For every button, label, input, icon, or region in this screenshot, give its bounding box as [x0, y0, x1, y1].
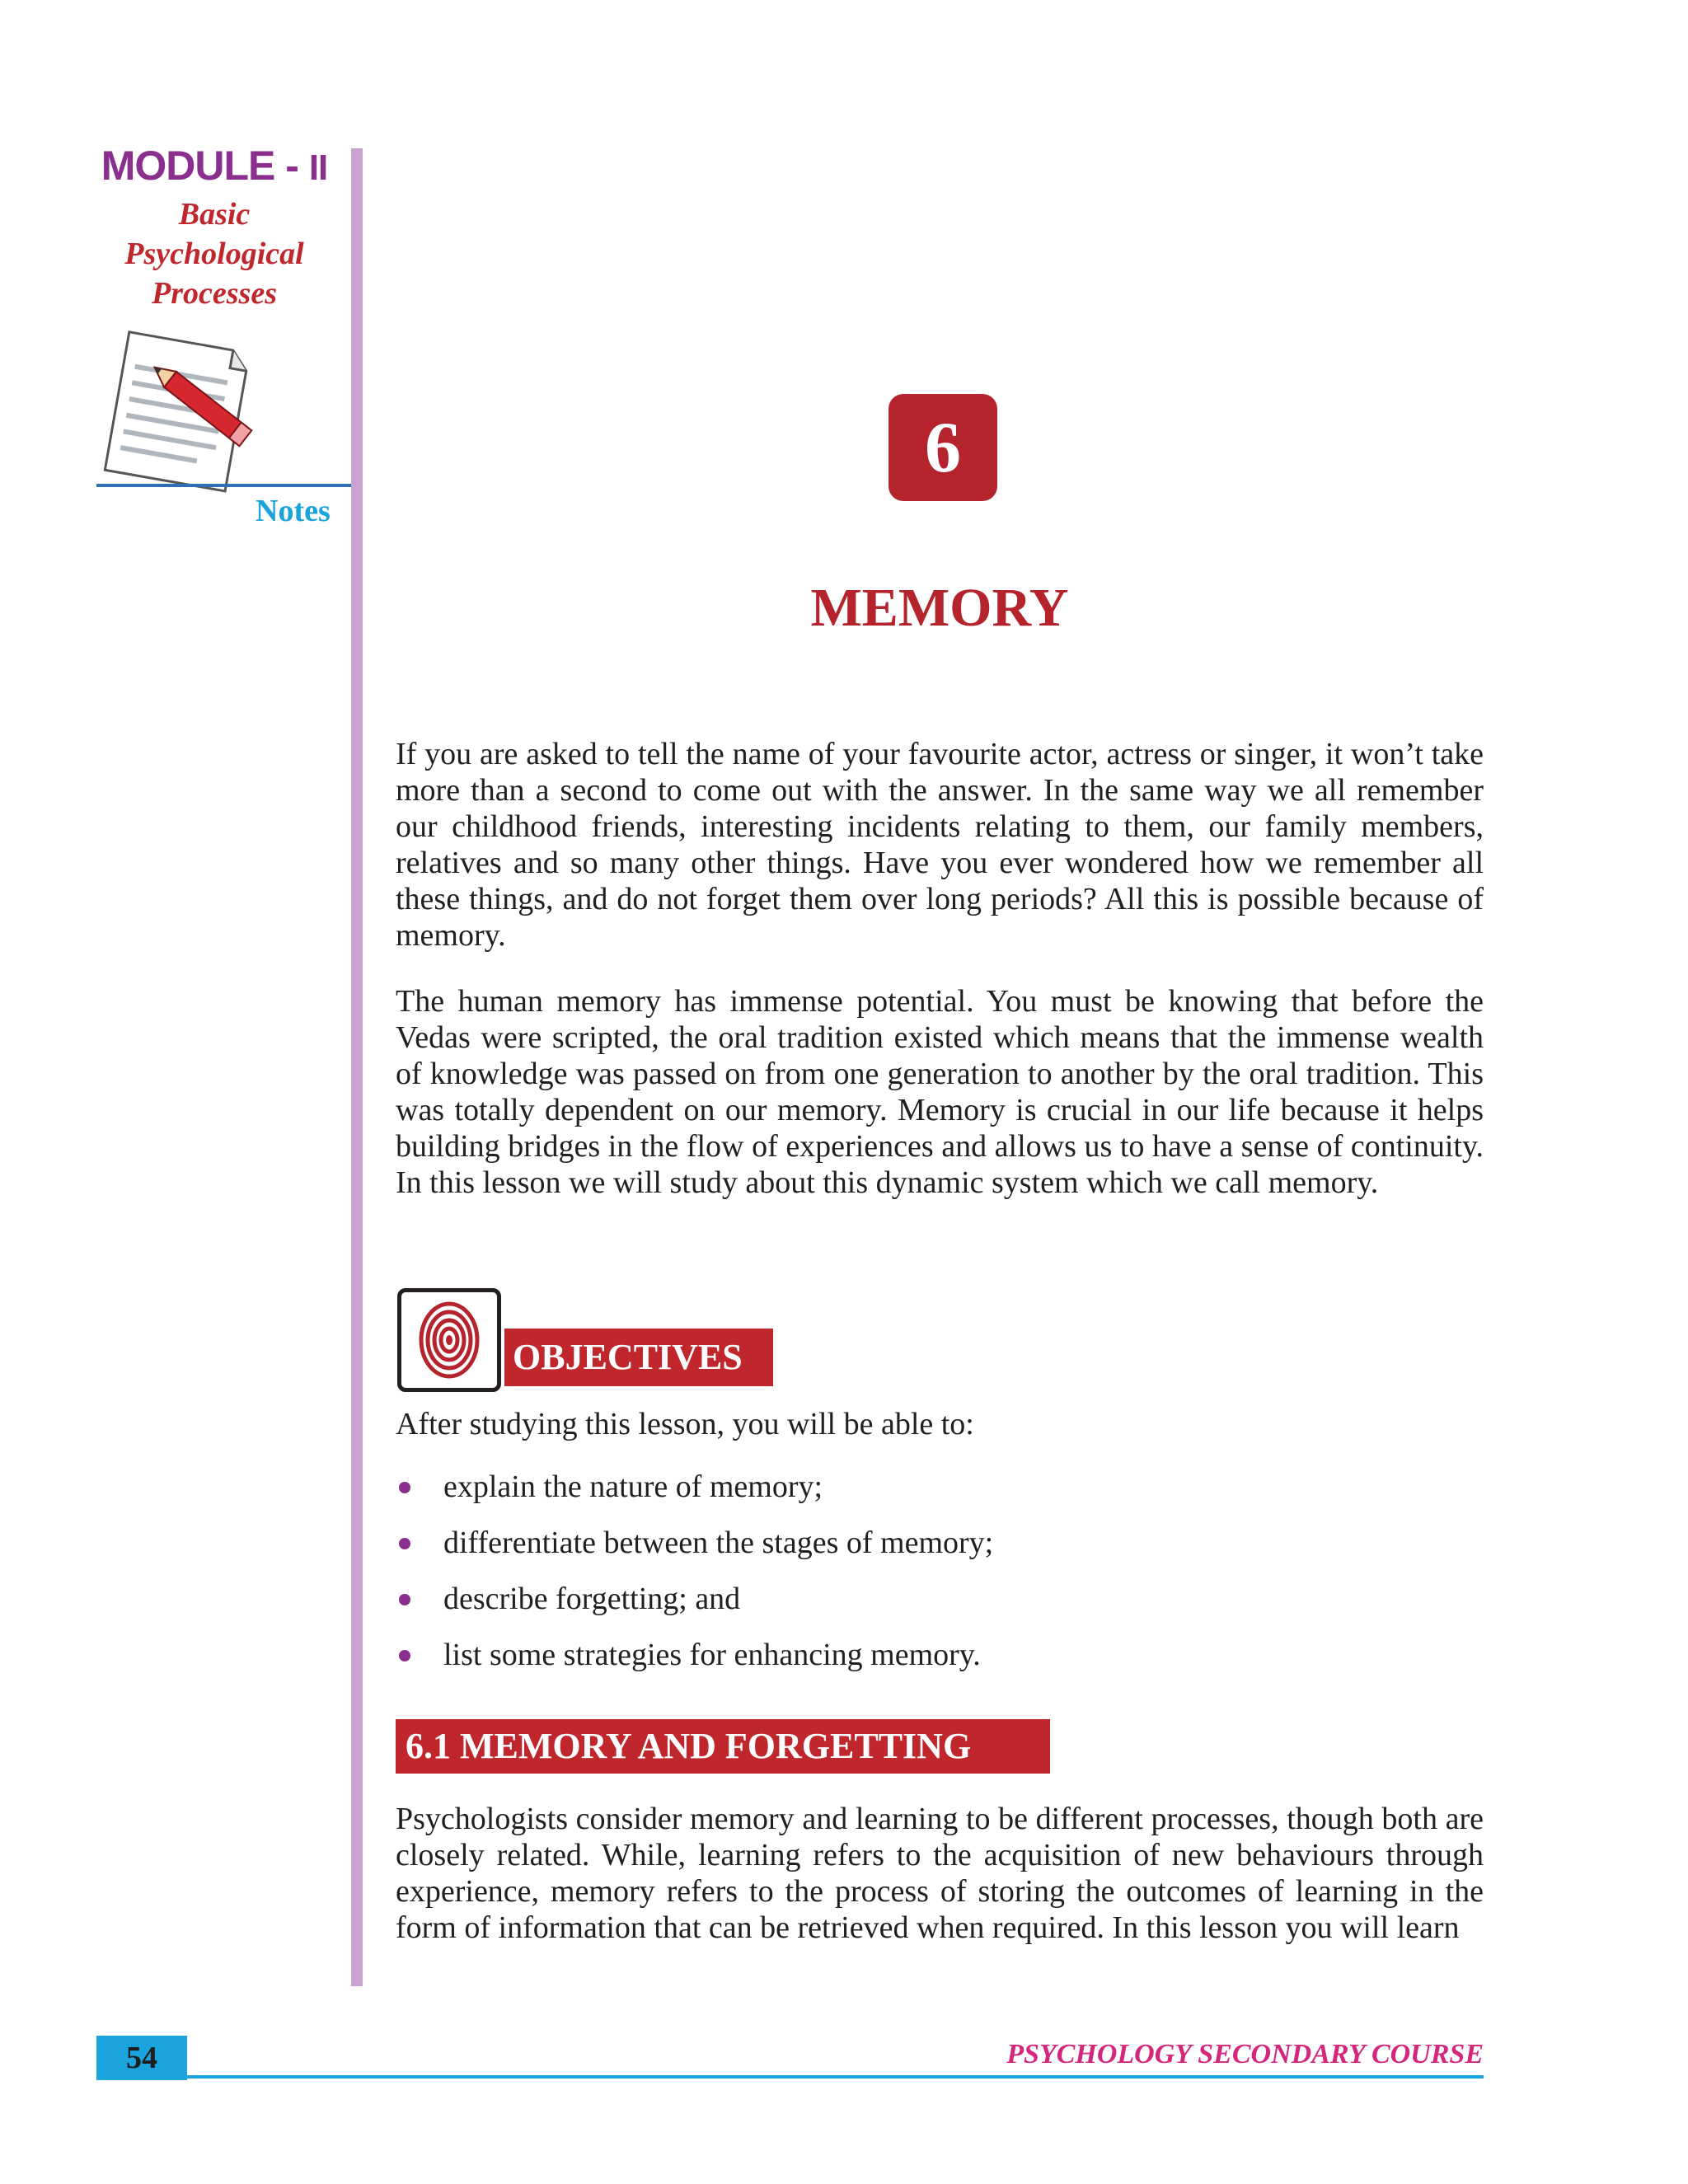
section-heading: 6.1 MEMORY AND FORGETTING: [396, 1719, 1050, 1774]
intro-paragraph: The human memory has immense potential. You must be knowing that before the Vedas were scripted, the oral tradition existed which means that the immense wealth of knowledge was passed on from one generation to another by the oral tradition. This was totally dependent on our memory. Memory is crucial in our life because it helps building bridges in the flow of experiences and allows us to have a sense of continuity. In this lesson we will study about this dynamic system which we call memory.: [396, 984, 1484, 1200]
module-subtitle-line: Basic: [178, 197, 251, 232]
module-block: [82, 142, 346, 313]
list-item: explain the nature of memory;: [396, 1469, 1484, 1525]
target-icon: [397, 1288, 501, 1392]
notes-divider: [96, 484, 354, 487]
objectives-heading: OBJECTIVES: [504, 1329, 773, 1386]
intro-paragraph: If you are asked to tell the name of your favourite actor, actress or singer, it won’t take more than a second to come out with the answer. In the same way we all remember our childhood friends, interesting incidents relating to them, our family members, relatives and so many other things. Have you ever wondered how we remember all these things, and do not forget them over long periods? All this is possible because of memory.: [396, 737, 1484, 953]
module-title: [82, 142, 346, 190]
footer-course-title: PSYCHOLOGY SECONDARY COURSE: [1006, 2039, 1484, 2069]
footer-divider: [187, 2075, 1484, 2079]
chapter-title: MEMORY: [810, 578, 1069, 638]
module-subtitle: [82, 194, 346, 313]
module-subtitle-line: Psychological: [124, 237, 304, 271]
module-prefix: MODULE -: [101, 143, 309, 189]
section-paragraph: Psychologists consider memory and learning to be different processes, though both are closely related. While, learning refers to the acquisition of new behaviours through experience, memory refers to the process of storing the outcomes of learning in the form of information that can be retrieved when required. In this lesson you will learn: [396, 1802, 1484, 1945]
notepad-pencil-icon: [97, 326, 262, 507]
notes-label: Notes: [256, 494, 331, 528]
objectives-list: [396, 1469, 1484, 1693]
list-item: describe forgetting; and: [396, 1581, 1484, 1637]
module-number: II: [308, 148, 328, 188]
page-number: 54: [96, 2036, 187, 2080]
list-item: differentiate between the stages of memory;: [396, 1525, 1484, 1581]
chapter-number: 6: [889, 394, 997, 501]
module-subtitle-line: Processes: [152, 276, 277, 311]
list-item: list some strategies for enhancing memory.: [396, 1637, 1484, 1693]
objectives-intro: After studying this lesson, you will be able to:: [396, 1407, 974, 1441]
margin-bar: [351, 148, 363, 1986]
